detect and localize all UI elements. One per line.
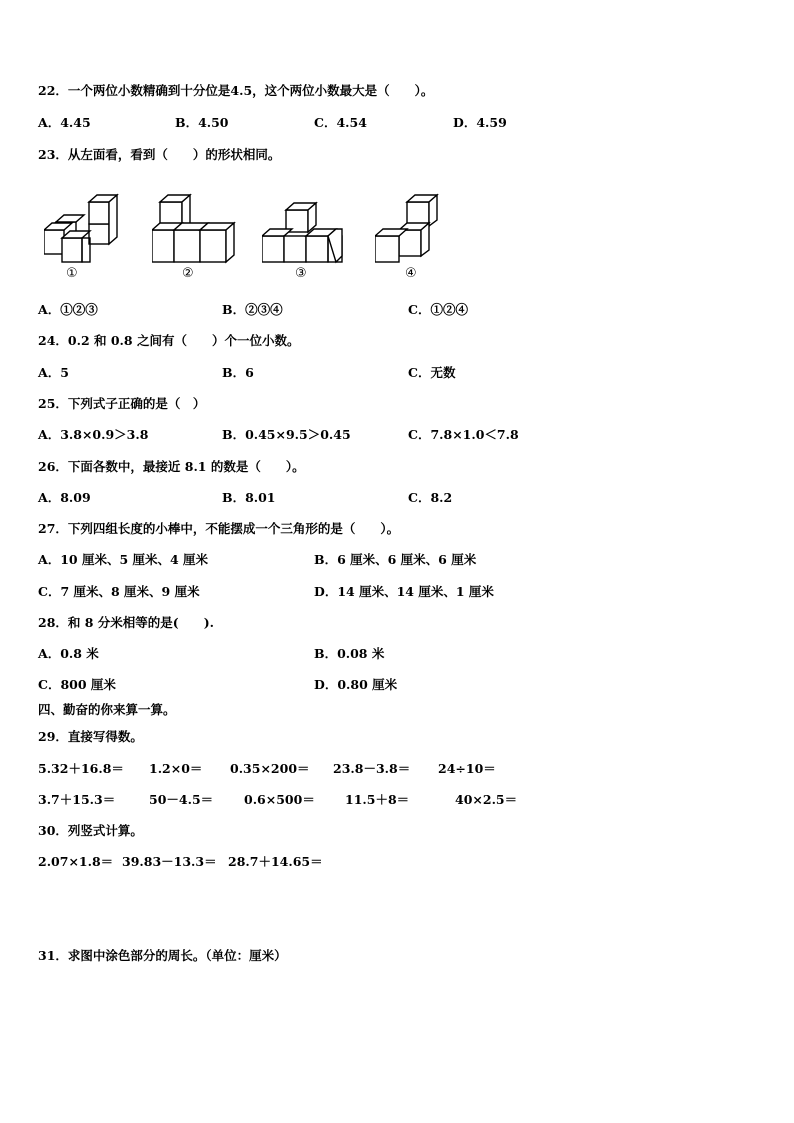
q25-option-b[interactable]: B．0.45×9.5＞0.45	[222, 427, 351, 442]
q27-option-d[interactable]: D．14 厘米、14 厘米、1 厘米	[314, 584, 494, 599]
q25-stem: 25．下列式子正确的是（ ）	[38, 396, 206, 411]
q29-r2-item-3: 0.6×500＝	[244, 792, 315, 807]
q29-r1-item-5: 24÷10＝	[438, 761, 496, 776]
cube-figure-1	[44, 190, 120, 266]
q23-stem: 23．从左面看，看到（ ）的形状相同。	[38, 147, 281, 162]
q26-stem: 26．下面各数中，最接近 8.1 的数是（ ）。	[38, 459, 305, 474]
q30-item-2: 39.83－13.3＝	[122, 854, 217, 869]
q24-option-c[interactable]: C．无数	[408, 365, 456, 380]
q29-r1-item-1: 5.32＋16.8＝	[38, 761, 124, 776]
q22-stem: 22．一个两位小数精确到十分位是4.5，这个两位小数最大是（ ）。	[38, 83, 434, 98]
q29-r2-item-4: 11.5＋8＝	[345, 792, 410, 807]
q25-option-a[interactable]: A．3.8×0.9＞3.8	[38, 427, 149, 442]
q28-stem: 28．和 8 分米相等的是( ).	[38, 615, 214, 630]
q30-stem: 30．列竖式计算。	[38, 823, 143, 838]
q24-stem: 24．0.2 和 0.8 之间有（ ）个一位小数。	[38, 333, 300, 348]
cube-figure-3	[262, 190, 346, 266]
q30-item-1: 2.07×1.8＝	[38, 854, 114, 869]
q28-option-a[interactable]: A．0.8 米	[38, 646, 99, 661]
q31-stem: 31．求图中涂色部分的周长。（单位：厘米）	[38, 948, 287, 963]
q26-option-c[interactable]: C．8.2	[408, 490, 453, 505]
q24-option-b[interactable]: B．6	[222, 365, 254, 380]
q24-option-a[interactable]: A．5	[38, 365, 69, 380]
q29-r1-item-4: 23.8－3.8＝	[333, 761, 411, 776]
figure-label-3: ③	[295, 266, 307, 281]
q29-r2-item-1: 3.7＋15.3＝	[38, 792, 116, 807]
q28-option-d[interactable]: D．0.80 厘米	[314, 677, 398, 692]
q28-option-b[interactable]: B．0.08 米	[314, 646, 385, 661]
cube-figure-2	[152, 190, 236, 266]
q29-r2-item-2: 50－4.5＝	[149, 792, 214, 807]
q22-option-d[interactable]: D．4.59	[453, 115, 507, 130]
q23-option-c[interactable]: C．①②④	[408, 302, 468, 317]
q27-option-a[interactable]: A．10 厘米、5 厘米、4 厘米	[38, 552, 209, 567]
q22-option-a[interactable]: A．4.45	[38, 115, 91, 130]
q23-option-b[interactable]: B．②③④	[222, 302, 283, 317]
q29-r1-item-3: 0.35×200＝	[230, 761, 310, 776]
figure-label-2: ②	[182, 266, 194, 281]
q27-option-c[interactable]: C．7 厘米、8 厘米、9 厘米	[38, 584, 200, 599]
q27-option-b[interactable]: B．6 厘米、6 厘米、6 厘米	[314, 552, 477, 567]
q29-r1-item-2: 1.2×0＝	[149, 761, 203, 776]
q26-option-b[interactable]: B．8.01	[222, 490, 276, 505]
q23-option-a[interactable]: A．①②③	[38, 302, 98, 317]
q22-option-c[interactable]: C．4.54	[314, 115, 367, 130]
q30-item-3: 28.7＋14.65＝	[228, 854, 323, 869]
q28-option-c[interactable]: C．800 厘米	[38, 677, 116, 692]
q26-option-a[interactable]: A．8.09	[38, 490, 91, 505]
q29-r2-item-5: 40×2.5＝	[455, 792, 518, 807]
figure-label-1: ①	[66, 266, 78, 281]
q25-option-c[interactable]: C．7.8×1.0＜7.8	[408, 427, 519, 442]
section-4-heading: 四、勤奋的你来算一算。	[38, 702, 176, 717]
q27-stem: 27．下列四组长度的小棒中，不能摆成一个三角形的是（ ）。	[38, 521, 400, 536]
figure-label-4: ④	[405, 266, 417, 281]
q22-option-b[interactable]: B．4.50	[175, 115, 229, 130]
cube-figure-4	[375, 190, 441, 266]
q29-stem: 29．直接写得数。	[38, 729, 143, 744]
